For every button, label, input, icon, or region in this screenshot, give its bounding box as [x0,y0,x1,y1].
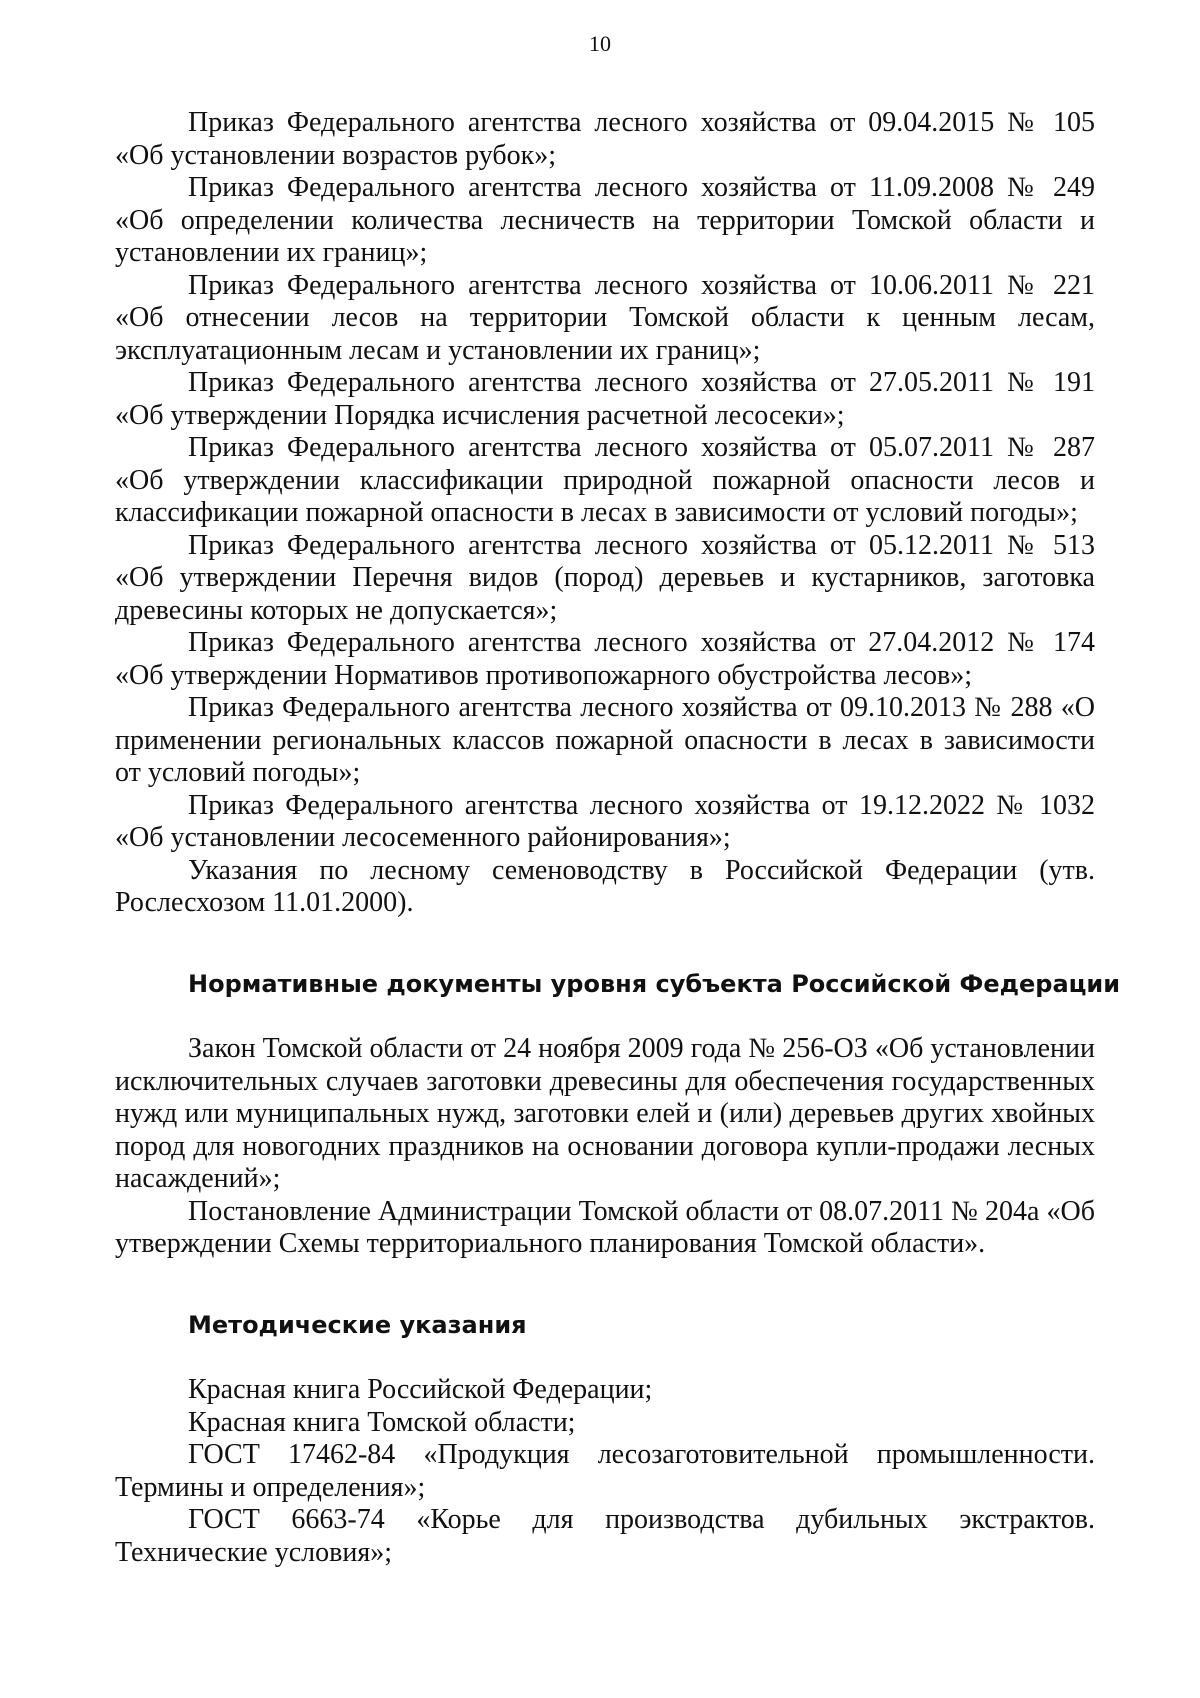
section-gap [115,1342,1095,1375]
list-item: Закон Томской области от 24 ноября 2009 года № 256-ОЗ «Об установлении исключительных случаев заготовки древесины для обеспечения государственных нужд или муниципальных нужд, заготовки елей и (или) деревьев других хвойных пород для новогодних праздников на основании договора купли-продажи лесных насаждений»; [115,1033,1095,1194]
list-item: Приказ Федерального агентства лесного хозяйства от 09.04.2015 № 105 «Об установлении возрастов рубок»; [115,107,1095,171]
section-gap [115,1293,1095,1309]
regional-section [115,968,1121,1261]
section-gap [115,920,1095,953]
document-body [115,107,1121,1569]
list-item: ГОСТ 17462-84 «Продукция лесозаготовительной промышленности. Термины и определения»; [115,1439,1095,1503]
list-item: Приказ Федерального агентства лесного хозяйства от 27.04.2012 № 174 «Об утверждении Нормативов противопожарного обустройства лесов»; [115,627,1095,691]
section-gap [115,952,1095,968]
list-item: Приказ Федерального агентства лесного хозяйства от 05.07.2011 № 287 «Об утверждении классификации природной пожарной опасности лесов и классификации пожарной опасности в лесах в зависимости от условий погоды»; [115,432,1095,528]
list-item: Приказ Федерального агентства лесного хозяйства от 19.12.2022 № 1032 «Об установлении лесосеменного районирования»; [115,789,1095,853]
list-item: Красная книга Российской Федерации; [188,1374,653,1405]
list-item: Приказ Федерального агентства лесного хозяйства от 09.10.2013 № 288 «О применении региональных классов пожарной опасности в лесах в зависимости от условий погоды»; [115,692,1095,788]
list-item: Приказ Федерального агентства лесного хозяйства от 27.05.2011 № 191 «Об утверждении Порядка исчисления расчетной лесосеки»; [115,367,1095,431]
section-gap [115,1001,1095,1034]
list-item: Указания по лесному семеноводству в Российской Федерации (утв. Рослесхозом 11.01.2000). [115,854,1095,918]
list-item: Приказ Федерального агентства лесного хозяйства от 10.06.2011 № 221 «Об отнесении лесов на территории Томской области к ценным лесам, эксплуатационным лесам и установлении их границ»; [115,269,1095,366]
section-heading-methodical: Методические указания [188,1311,527,1339]
list-item: Приказ Федерального агентства лесного хозяйства от 11.09.2008 № 249 «Об определении количества лесничеств на территории Томской области и установлении их границ»; [115,172,1095,268]
section-gap [115,1261,1095,1294]
section-heading-regional: Нормативные документы уровня субъекта Российской Федерации [188,970,1121,998]
list-item: Красная книга Томской области; [188,1406,576,1438]
list-item: Постановление Администрации Томской области от 08.07.2011 № 204а «Об утверждении Схемы территориального планирования Томской области». [115,1195,1095,1259]
page-number: 10 [589,31,611,56]
list-item: ГОСТ 6663-74 «Корье для производства дубильных экстрактов. Технические условия»; [115,1504,1095,1568]
methodical-section [115,1309,1095,1569]
federal-orders-list [115,107,1095,920]
list-item: Приказ Федерального агентства лесного хозяйства от 05.12.2011 № 513 «Об утверждении Перечня видов (пород) деревьев и кустарников, заготовка древесины которых не допускается»; [115,529,1095,626]
